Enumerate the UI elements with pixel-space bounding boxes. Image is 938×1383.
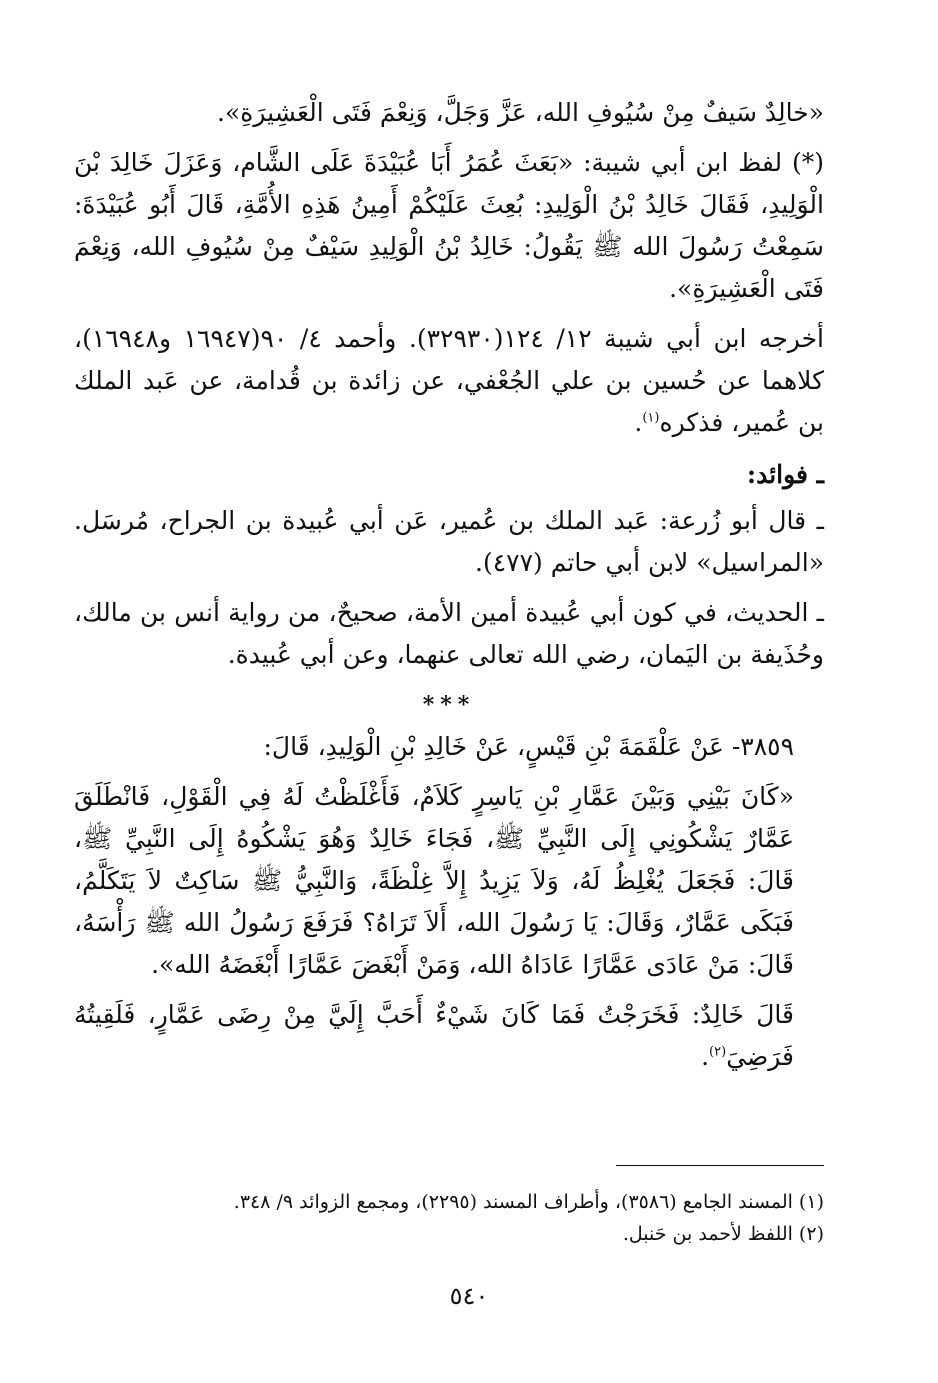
footnotes [74,1186,824,1250]
page-body [74,92,824,1078]
footnote-2: (٢) اللفظ لأحمد بن حَنبل. [622,1223,824,1245]
footnote-divider [616,1165,824,1166]
fawaid-item-1: ـ قال أبو زُرعة: عَبد الملك بن عُمير، عَن أبي عُبيدة بن الجراح، مُرسَل. «المراسيل» لابن أبي حاتم (٤٧٧). [74,506,824,577]
fawaid-item-2: ـ الحديث، في كون أبي عُبيدة أمين الأمة، صحيحٌ، من رواية أنس بن مالك، وحُذَيفة بن اليَمان، رضي الله تعالى عنهما، وعن أبي عُبيدة. [74,598,824,669]
takhrij-text: أخرجه ابن أبي شيبة ١٢/ ١٢٤(٣٢٩٣٠). وأحمد ٤/ ٩٠(١٦٩٤٧ و١٦٩٤٨)، كلاهما عن حُسين بن علي الجُعْفي، عن زائدة بن قُدامة، عن عَبد الملك بن عُمير، فذكره [74,324,824,437]
hadith-text: «كَانَ بَيْنِي وَبَيْنَ عَمَّارِ بْنِ يَاسِرٍ كَلاَمٌ، فَأَغْلَظْتُ لَهُ فِي الْقَوْلِ، فَانْطَلَقَ عَمَّارٌ يَشْكُونِي إِلَى النَّبِيِّ ﷺ، فَجَاءَ خَالِدٌ وَهُوَ يَشْكُوهُ إِلَى النَّبِيِّ ﷺ، قَالَ: فَجَعَلَ يُغْلِظُ لَهُ، وَلاَ يَزِيدُ إِلاَّ غِلْظَةً، وَالنَّبِيُّ ﷺ سَاكِتٌ لاَ يَتَكَلَّمُ، فَبَكَى عَمَّارٌ، وَقَالَ: يَا رَسُولَ الله، أَلاَ تَرَاهُ؟ فَرَفَعَ رَسُولُ الله ﷺ رَأْسَهُ، قَالَ: مَنْ عَادَى عَمَّارًا عَادَاهُ الله، وَمَنْ أَبْغَضَ عَمَّارًا أَبْغَضَهُ الله». [74,782,794,979]
footnote-ref-2: (٢) [709,1044,727,1060]
page-number: ٥٤٠ [449,1282,489,1310]
ibn-abi-shaybah-wording: (*) لفظ ابن أبي شيبة: «بَعَثَ عُمَرُ أَبَا عُبَيْدَةَ عَلَى الشَّام، وَعَزَلَ خَالِدَ بْنَ الْوَلِيدِ، فَقَالَ خَالِدُ بْنُ الْوَلِيدِ: بُعِثَ عَلَيْكُمْ أَمِينُ هَذِهِ الأُمَّةِ، قَالَ أَبُو عُبَيْدَةَ: سَمِعْتُ رَسُولَ الله ﷺ يَقُولُ: خَالِدُ بْنُ الْوَلِيدِ سَيْفٌ مِنْ سُيُوفِ الله، وَنِعْمَ فَتَى الْعَشِيرَةِ». [74,148,824,303]
footnote-ref-1: (١) [642,410,660,426]
khalid-statement: قَالَ خَالِدٌ: فَخَرَجْتُ فَمَا كَانَ شَيْءٌ أَحَبَّ إِلَيَّ مِنْ رِضَى عَمَّارٍ، فَلَقِيتُهُ فَرَضِيَ$^{(٢)}$. [74,1000,794,1071]
hadith-heading: ٣٨٥٩- عَنْ عَلْقَمَةَ بْنِ قَيْسٍ، عَنْ خَالِدِ بْنِ الْوَلِيدِ، قَالَ: [263,732,794,761]
khalid-statement-text: قَالَ خَالِدٌ: فَخَرَجْتُ فَمَا كَانَ شَيْءٌ أَحَبَّ إِلَيَّ مِنْ رِضَى عَمَّارٍ، فَلَقِيتُهُ فَرَضِيَ [74,1000,794,1071]
hadith-ending-paragraph: «خالِدٌ سَيفٌ مِنْ سُيُوفِ الله، عَزَّ وَجَلَّ، وَنِعْمَ فَتَى الْعَشِيرَةِ». [217,98,824,127]
footnote-1: (١) المسند الجامع (٣٥٨٦)، وأطراف المسند (٢٢٩٥)، ومجمع الزوائد ٩/ ٣٤٨. [233,1191,824,1213]
section-separator: *** [422,692,476,718]
takhrij-paragraph: أخرجه ابن أبي شيبة ١٢/ ١٢٤(٣٢٩٣٠). وأحمد ٤/ ٩٠(١٦٩٤٧ و١٦٩٤٨)، كلاهما عن حُسين بن علي الجُعْفي، عن زائدة بن قُدامة، عن عَبد الملك بن عُمير، فذكره$^{(١)}$. [74,324,824,437]
fawaid-heading: ـ فوائد: [746,460,824,489]
